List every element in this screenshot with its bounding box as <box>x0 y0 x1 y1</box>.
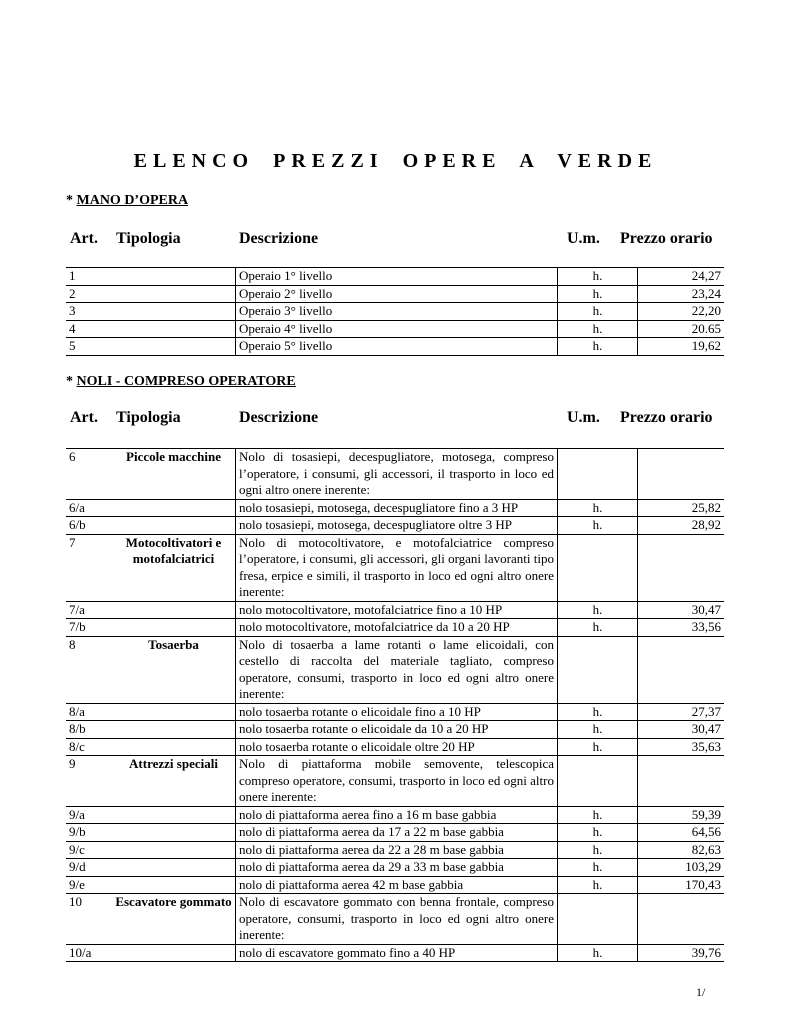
section-heading-mano-opera <box>66 193 188 209</box>
cell-art: 9 <box>66 756 112 807</box>
cell-um: h. <box>558 268 638 286</box>
cell-um: h. <box>558 601 638 619</box>
table-row <box>66 320 724 338</box>
cell-um: h. <box>558 619 638 637</box>
cell-art: 9/b <box>66 824 112 842</box>
header-prezzo: Prezzo orario <box>620 230 713 247</box>
cell-prezzo: 39,76 <box>638 944 725 962</box>
cell-descrizione: nolo di escavatore gommato fino a 40 HP <box>236 944 558 962</box>
cell-prezzo: 24,27 <box>638 268 725 286</box>
header-um: U.m. <box>567 230 600 247</box>
table-row <box>66 517 724 535</box>
cell-art: 5 <box>66 338 112 356</box>
cell-um <box>558 636 638 703</box>
table-mano-opera <box>66 267 724 356</box>
cell-descrizione: Nolo di escavatore gommato con benna frontale, compreso operatore, consumi, trasporto in loco ed ogni altro onere inerente: <box>236 894 558 945</box>
cell-descrizione: nolo di piattaforma aerea da 22 a 28 m base gabbia <box>236 841 558 859</box>
cell-tipologia <box>112 499 236 517</box>
cell-tipologia <box>112 338 236 356</box>
table-row <box>66 756 724 807</box>
cell-descrizione: nolo di piattaforma aerea da 29 a 33 m base gabbia <box>236 859 558 877</box>
cell-prezzo: 22,20 <box>638 303 725 321</box>
cell-um: h. <box>558 876 638 894</box>
header-art: Art. <box>70 409 98 426</box>
cell-descrizione: nolo tosasiepi, motosega, decespugliatore fino a 3 HP <box>236 499 558 517</box>
header-tipologia: Tipologia <box>116 230 181 247</box>
cell-prezzo: 20.65 <box>638 320 725 338</box>
cell-prezzo: 59,39 <box>638 806 725 824</box>
table-row <box>66 738 724 756</box>
cell-art: 6/a <box>66 499 112 517</box>
cell-descrizione: Nolo di motocoltivatore, e motofalciatrice compreso l’operatore, i consumi, gli accessori, gli organi lavoranti tipo fresa, erpice e simili, il trasporto in loco ed ogni altro onere inerente: <box>236 534 558 601</box>
cell-um: h. <box>558 806 638 824</box>
header-art: Art. <box>70 230 98 247</box>
cell-um: h. <box>558 320 638 338</box>
cell-tipologia <box>112 285 236 303</box>
cell-prezzo: 25,82 <box>638 499 725 517</box>
table-row <box>66 449 724 500</box>
cell-art: 1 <box>66 268 112 286</box>
cell-um: h. <box>558 285 638 303</box>
table-row <box>66 268 724 286</box>
cell-um: h. <box>558 303 638 321</box>
cell-prezzo: 27,37 <box>638 703 725 721</box>
cell-um: h. <box>558 703 638 721</box>
cell-art: 8/a <box>66 703 112 721</box>
cell-art: 3 <box>66 303 112 321</box>
cell-tipologia <box>112 859 236 877</box>
cell-tipologia <box>112 738 236 756</box>
header-prezzo: Prezzo orario <box>620 409 713 426</box>
cell-art: 8/b <box>66 721 112 739</box>
cell-um: h. <box>558 738 638 756</box>
table-row <box>66 824 724 842</box>
cell-descrizione: nolo motocoltivatore, motofalciatrice fino a 10 HP <box>236 601 558 619</box>
table-row <box>66 285 724 303</box>
cell-prezzo: 28,92 <box>638 517 725 535</box>
cell-tipologia: Tosaerba <box>112 636 236 703</box>
table-row <box>66 894 724 945</box>
cell-tipologia <box>112 619 236 637</box>
table-row <box>66 841 724 859</box>
cell-prezzo <box>638 636 725 703</box>
cell-descrizione: Operaio 1° livello <box>236 268 558 286</box>
cell-prezzo <box>638 894 725 945</box>
cell-tipologia <box>112 824 236 842</box>
cell-art: 9/d <box>66 859 112 877</box>
cell-prezzo: 103,29 <box>638 859 725 877</box>
table-row <box>66 499 724 517</box>
cell-um <box>558 449 638 500</box>
table-row <box>66 303 724 321</box>
cell-tipologia <box>112 841 236 859</box>
cell-art: 10/a <box>66 944 112 962</box>
table-noli <box>66 448 724 962</box>
cell-art: 6/b <box>66 517 112 535</box>
cell-prezzo: 19,62 <box>638 338 725 356</box>
table-header-mano-opera <box>66 230 724 250</box>
section-prefix: * <box>66 374 77 389</box>
cell-descrizione: nolo di piattaforma aerea 42 m base gabbia <box>236 876 558 894</box>
cell-descrizione: nolo tosaerba rotante o elicoidale da 10 a 20 HP <box>236 721 558 739</box>
cell-art: 2 <box>66 285 112 303</box>
header-tipologia: Tipologia <box>116 409 181 426</box>
cell-tipologia <box>112 806 236 824</box>
table-row <box>66 806 724 824</box>
cell-prezzo: 23,24 <box>638 285 725 303</box>
header-descrizione: Descrizione <box>239 230 319 247</box>
cell-descrizione: Operaio 4° livello <box>236 320 558 338</box>
cell-art: 7/a <box>66 601 112 619</box>
cell-prezzo: 170,43 <box>638 876 725 894</box>
cell-tipologia <box>112 703 236 721</box>
table-row <box>66 721 724 739</box>
cell-tipologia: Attrezzi speciali <box>112 756 236 807</box>
cell-tipologia <box>112 517 236 535</box>
cell-um: h. <box>558 841 638 859</box>
cell-um: h. <box>558 517 638 535</box>
cell-descrizione: Nolo di tosasiepi, decespugliatore, motosega, compreso l’operatore, i consumi, gli accessori, il trasporto in loco ed ogni altro onere inerente: <box>236 449 558 500</box>
cell-art: 9/e <box>66 876 112 894</box>
header-um: U.m. <box>567 409 600 426</box>
section-title: MANO D’OPERA <box>76 193 189 208</box>
table-row <box>66 534 724 601</box>
section-prefix: * <box>66 193 77 208</box>
table-row <box>66 338 724 356</box>
cell-descrizione: nolo di piattaforma aerea da 17 a 22 m base gabbia <box>236 824 558 842</box>
cell-um <box>558 534 638 601</box>
cell-art: 9/a <box>66 806 112 824</box>
cell-prezzo: 82,63 <box>638 841 725 859</box>
cell-prezzo <box>638 756 725 807</box>
cell-tipologia <box>112 876 236 894</box>
cell-descrizione: nolo di piattaforma aerea fino a 16 m base gabbia <box>236 806 558 824</box>
cell-um: h. <box>558 859 638 877</box>
table-row <box>66 601 724 619</box>
cell-prezzo: 35,63 <box>638 738 725 756</box>
cell-um <box>558 756 638 807</box>
cell-prezzo <box>638 534 725 601</box>
table-row <box>66 944 724 962</box>
cell-descrizione: Nolo di piattaforma mobile semovente, telescopica compreso operatore, consumi, trasporto in loco ed ogni altro onere inerente: <box>236 756 558 807</box>
cell-prezzo: 30,47 <box>638 721 725 739</box>
table-row <box>66 876 724 894</box>
cell-um <box>558 894 638 945</box>
cell-descrizione: Operaio 2° livello <box>236 285 558 303</box>
cell-um: h. <box>558 944 638 962</box>
section-heading-noli <box>66 374 296 390</box>
cell-um: h. <box>558 824 638 842</box>
cell-tipologia: Motocoltivatori e motofalciatrici <box>112 534 236 601</box>
cell-art: 6 <box>66 449 112 500</box>
cell-descrizione: Nolo di tosaerba a lame rotanti o lame elicoidali, con cestello di raccolta del materiale tagliato, compreso operatore, consumi, trasporto in loco ed ogni altro onere inerente: <box>236 636 558 703</box>
cell-tipologia <box>112 601 236 619</box>
cell-art: 9/c <box>66 841 112 859</box>
cell-art: 8 <box>66 636 112 703</box>
cell-descrizione: nolo tosaerba rotante o elicoidale oltre 20 HP <box>236 738 558 756</box>
cell-art: 7 <box>66 534 112 601</box>
table-row <box>66 859 724 877</box>
cell-art: 10 <box>66 894 112 945</box>
table-row <box>66 703 724 721</box>
cell-um: h. <box>558 721 638 739</box>
cell-um: h. <box>558 338 638 356</box>
section-title: NOLI - COMPRESO OPERATORE <box>76 374 296 389</box>
page-number: 1/ <box>696 985 706 999</box>
cell-tipologia: Piccole macchine <box>112 449 236 500</box>
cell-descrizione: nolo tosasiepi, motosega, decespugliatore oltre 3 HP <box>236 517 558 535</box>
cell-prezzo <box>638 449 725 500</box>
cell-prezzo: 30,47 <box>638 601 725 619</box>
cell-tipologia <box>112 303 236 321</box>
cell-tipologia <box>112 268 236 286</box>
table-row <box>66 636 724 703</box>
cell-tipologia <box>112 944 236 962</box>
cell-descrizione: nolo motocoltivatore, motofalciatrice da 10 a 20 HP <box>236 619 558 637</box>
cell-tipologia <box>112 320 236 338</box>
table-row <box>66 619 724 637</box>
table-header-noli <box>66 409 724 429</box>
cell-tipologia <box>112 721 236 739</box>
cell-prezzo: 33,56 <box>638 619 725 637</box>
cell-art: 8/c <box>66 738 112 756</box>
cell-art: 7/b <box>66 619 112 637</box>
cell-um: h. <box>558 499 638 517</box>
cell-tipologia: Escavatore gommato <box>112 894 236 945</box>
header-descrizione: Descrizione <box>239 409 319 426</box>
cell-descrizione: Operaio 3° livello <box>236 303 558 321</box>
cell-art: 4 <box>66 320 112 338</box>
cell-descrizione: Operaio 5° livello <box>236 338 558 356</box>
cell-descrizione: nolo tosaerba rotante o elicoidale fino a 10 HP <box>236 703 558 721</box>
cell-prezzo: 64,56 <box>638 824 725 842</box>
page-title: ELENCO PREZZI OPERE A VERDE <box>133 150 658 172</box>
